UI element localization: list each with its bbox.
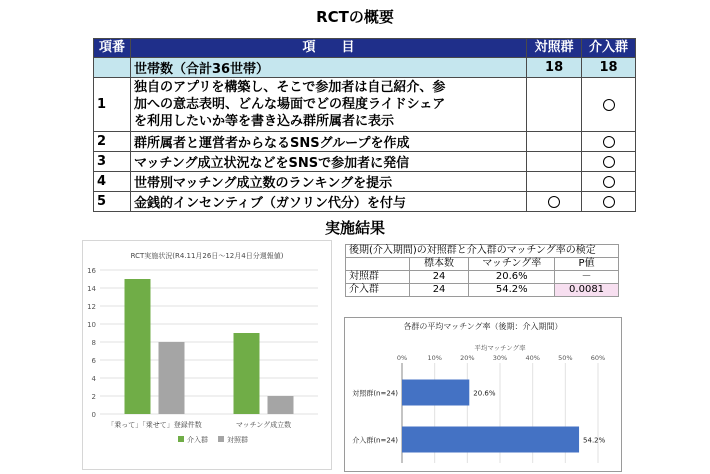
- hbar: [402, 380, 469, 406]
- x-tick-label: 50%: [558, 354, 573, 362]
- stats-header-row: [346, 258, 619, 271]
- results-title: 実施結果: [324, 219, 385, 237]
- hbar-chart: [344, 317, 622, 472]
- bar-chart: [82, 240, 332, 470]
- header-no: 項番: [94, 39, 131, 58]
- stats-header: P値: [555, 258, 619, 271]
- chart-title: RCT実施状況(R4.11月26日～12月4日分週報値): [130, 252, 284, 260]
- bar-control: [268, 396, 294, 414]
- row-intervention-mark: [582, 78, 636, 132]
- x-tick-label: 40%: [525, 354, 540, 362]
- stats-table: [345, 244, 619, 297]
- y-tick-label: 2: [91, 393, 96, 401]
- header-item: 項 目: [130, 39, 526, 58]
- legend-swatch: [218, 436, 224, 442]
- row-intervention-mark: [582, 152, 636, 172]
- stats-header: 標本数: [409, 258, 469, 271]
- stats-pvalue-cell: 0.0081: [555, 284, 619, 297]
- stats-header: [346, 258, 410, 271]
- legend-swatch: [178, 436, 184, 442]
- chart-title: 各群の平均マッチング率（後期：介入期間）: [403, 322, 563, 331]
- header-control: 対照群: [527, 39, 582, 58]
- row-no: 3: [94, 152, 131, 172]
- circle-mark-icon: [603, 99, 615, 111]
- y-tick-label: 14: [87, 285, 96, 293]
- stats-cell: 対照群: [346, 271, 410, 284]
- y-tick-label: 0: [91, 411, 96, 419]
- y-category-label: 介入群(n=24): [352, 436, 398, 445]
- bar-value-label: 54.2%: [583, 436, 606, 445]
- hbar: [402, 427, 579, 453]
- x-tick-label: 10%: [427, 354, 442, 362]
- row-no: 5: [94, 192, 131, 212]
- x-tick-label: 60%: [590, 354, 606, 362]
- legend-label: 介入群: [187, 436, 208, 444]
- chart-subtitle: 平均マッチング率: [474, 344, 526, 352]
- y-category-label: 対照群(n=24): [352, 389, 398, 398]
- overview-header-row: [94, 39, 636, 58]
- table-row: [94, 152, 636, 172]
- y-tick-label: 10: [87, 321, 96, 329]
- row-intervention-mark: [582, 172, 636, 192]
- legend-label: 対照群: [227, 436, 248, 444]
- row-item: 世帯別マッチング成立数のランキングを提示: [130, 172, 526, 192]
- y-tick-label: 6: [91, 357, 96, 365]
- table-row: [94, 78, 636, 132]
- row-control-mark: [527, 192, 582, 212]
- row-intervention-mark: [582, 132, 636, 152]
- stats-title: 後期(介入期間)の対照群と介入群のマッチング率の検定: [346, 245, 619, 258]
- stats-cell: －: [555, 271, 619, 284]
- row-item: マッチング成立状況などをSNSで参加者に発信: [130, 152, 526, 172]
- row-control-mark: [527, 132, 582, 152]
- row-item: [130, 78, 526, 132]
- x-tick-label: 20%: [460, 354, 475, 362]
- row-no: 2: [94, 132, 131, 152]
- stats-row: [346, 271, 619, 284]
- bar-intervention: [234, 333, 260, 414]
- x-tick-label: 30%: [492, 354, 508, 362]
- row-item-line: 加への意志表明、どんな場面でどの程度ライドシェア: [133, 97, 446, 112]
- stats-cell: 24: [409, 284, 469, 297]
- circle-mark-icon: [603, 176, 615, 188]
- y-tick-label: 8: [91, 339, 96, 347]
- stats-row: [346, 284, 619, 297]
- circle-mark-icon: [603, 196, 615, 208]
- bar-control: [159, 342, 185, 414]
- row-control-mark: [527, 78, 582, 132]
- households-label: 世帯数（合計36世帯）: [130, 58, 526, 78]
- households-row: [94, 58, 636, 78]
- households-intervention: 18: [582, 58, 636, 78]
- row-no: 4: [94, 172, 131, 192]
- x-tick-label: 0%: [396, 354, 408, 362]
- stats-cell: 54.2%: [469, 284, 555, 297]
- row-control-mark: [527, 172, 582, 192]
- circle-mark-icon: [603, 156, 615, 168]
- stats-header: マッチング率: [469, 258, 555, 271]
- households-no-cell: [94, 58, 131, 78]
- header-intervention: 介入群: [582, 39, 636, 58]
- bar-value-label: 20.6%: [473, 389, 496, 398]
- row-no: 1: [94, 78, 131, 132]
- table-row: [94, 132, 636, 152]
- y-tick-label: 12: [87, 303, 96, 311]
- row-control-mark: [527, 152, 582, 172]
- stats-cell: 20.6%: [469, 271, 555, 284]
- row-item: 金銭的インセンティブ（ガソリン代分）を付与: [130, 192, 526, 212]
- overview-table: [93, 38, 636, 212]
- overview-title: RCTの概要: [316, 8, 394, 26]
- households-control: 18: [527, 58, 582, 78]
- row-intervention-mark: [582, 192, 636, 212]
- circle-mark-icon: [548, 196, 560, 208]
- table-row: [94, 172, 636, 192]
- stats-cell: 介入群: [346, 284, 410, 297]
- row-item-line: を利用したいか等を書き込み群所属者に表示: [133, 114, 394, 129]
- row-item: 群所属者と運営者からなるSNSグループを作成: [130, 132, 526, 152]
- row-item-line: 独自のアプリを構築し、そこで参加者は自己紹介、参: [133, 80, 446, 95]
- table-row: [94, 192, 636, 212]
- x-category-label: マッチング成立数: [235, 421, 292, 429]
- y-tick-label: 16: [87, 267, 96, 275]
- y-tick-label: 4: [91, 375, 96, 383]
- x-category-label: 「乗って」「乗せて」登録件数: [107, 421, 202, 429]
- stats-cell: 24: [409, 271, 469, 284]
- stats-title-row: [346, 245, 619, 258]
- bar-intervention: [125, 279, 151, 414]
- circle-mark-icon: [603, 136, 615, 148]
